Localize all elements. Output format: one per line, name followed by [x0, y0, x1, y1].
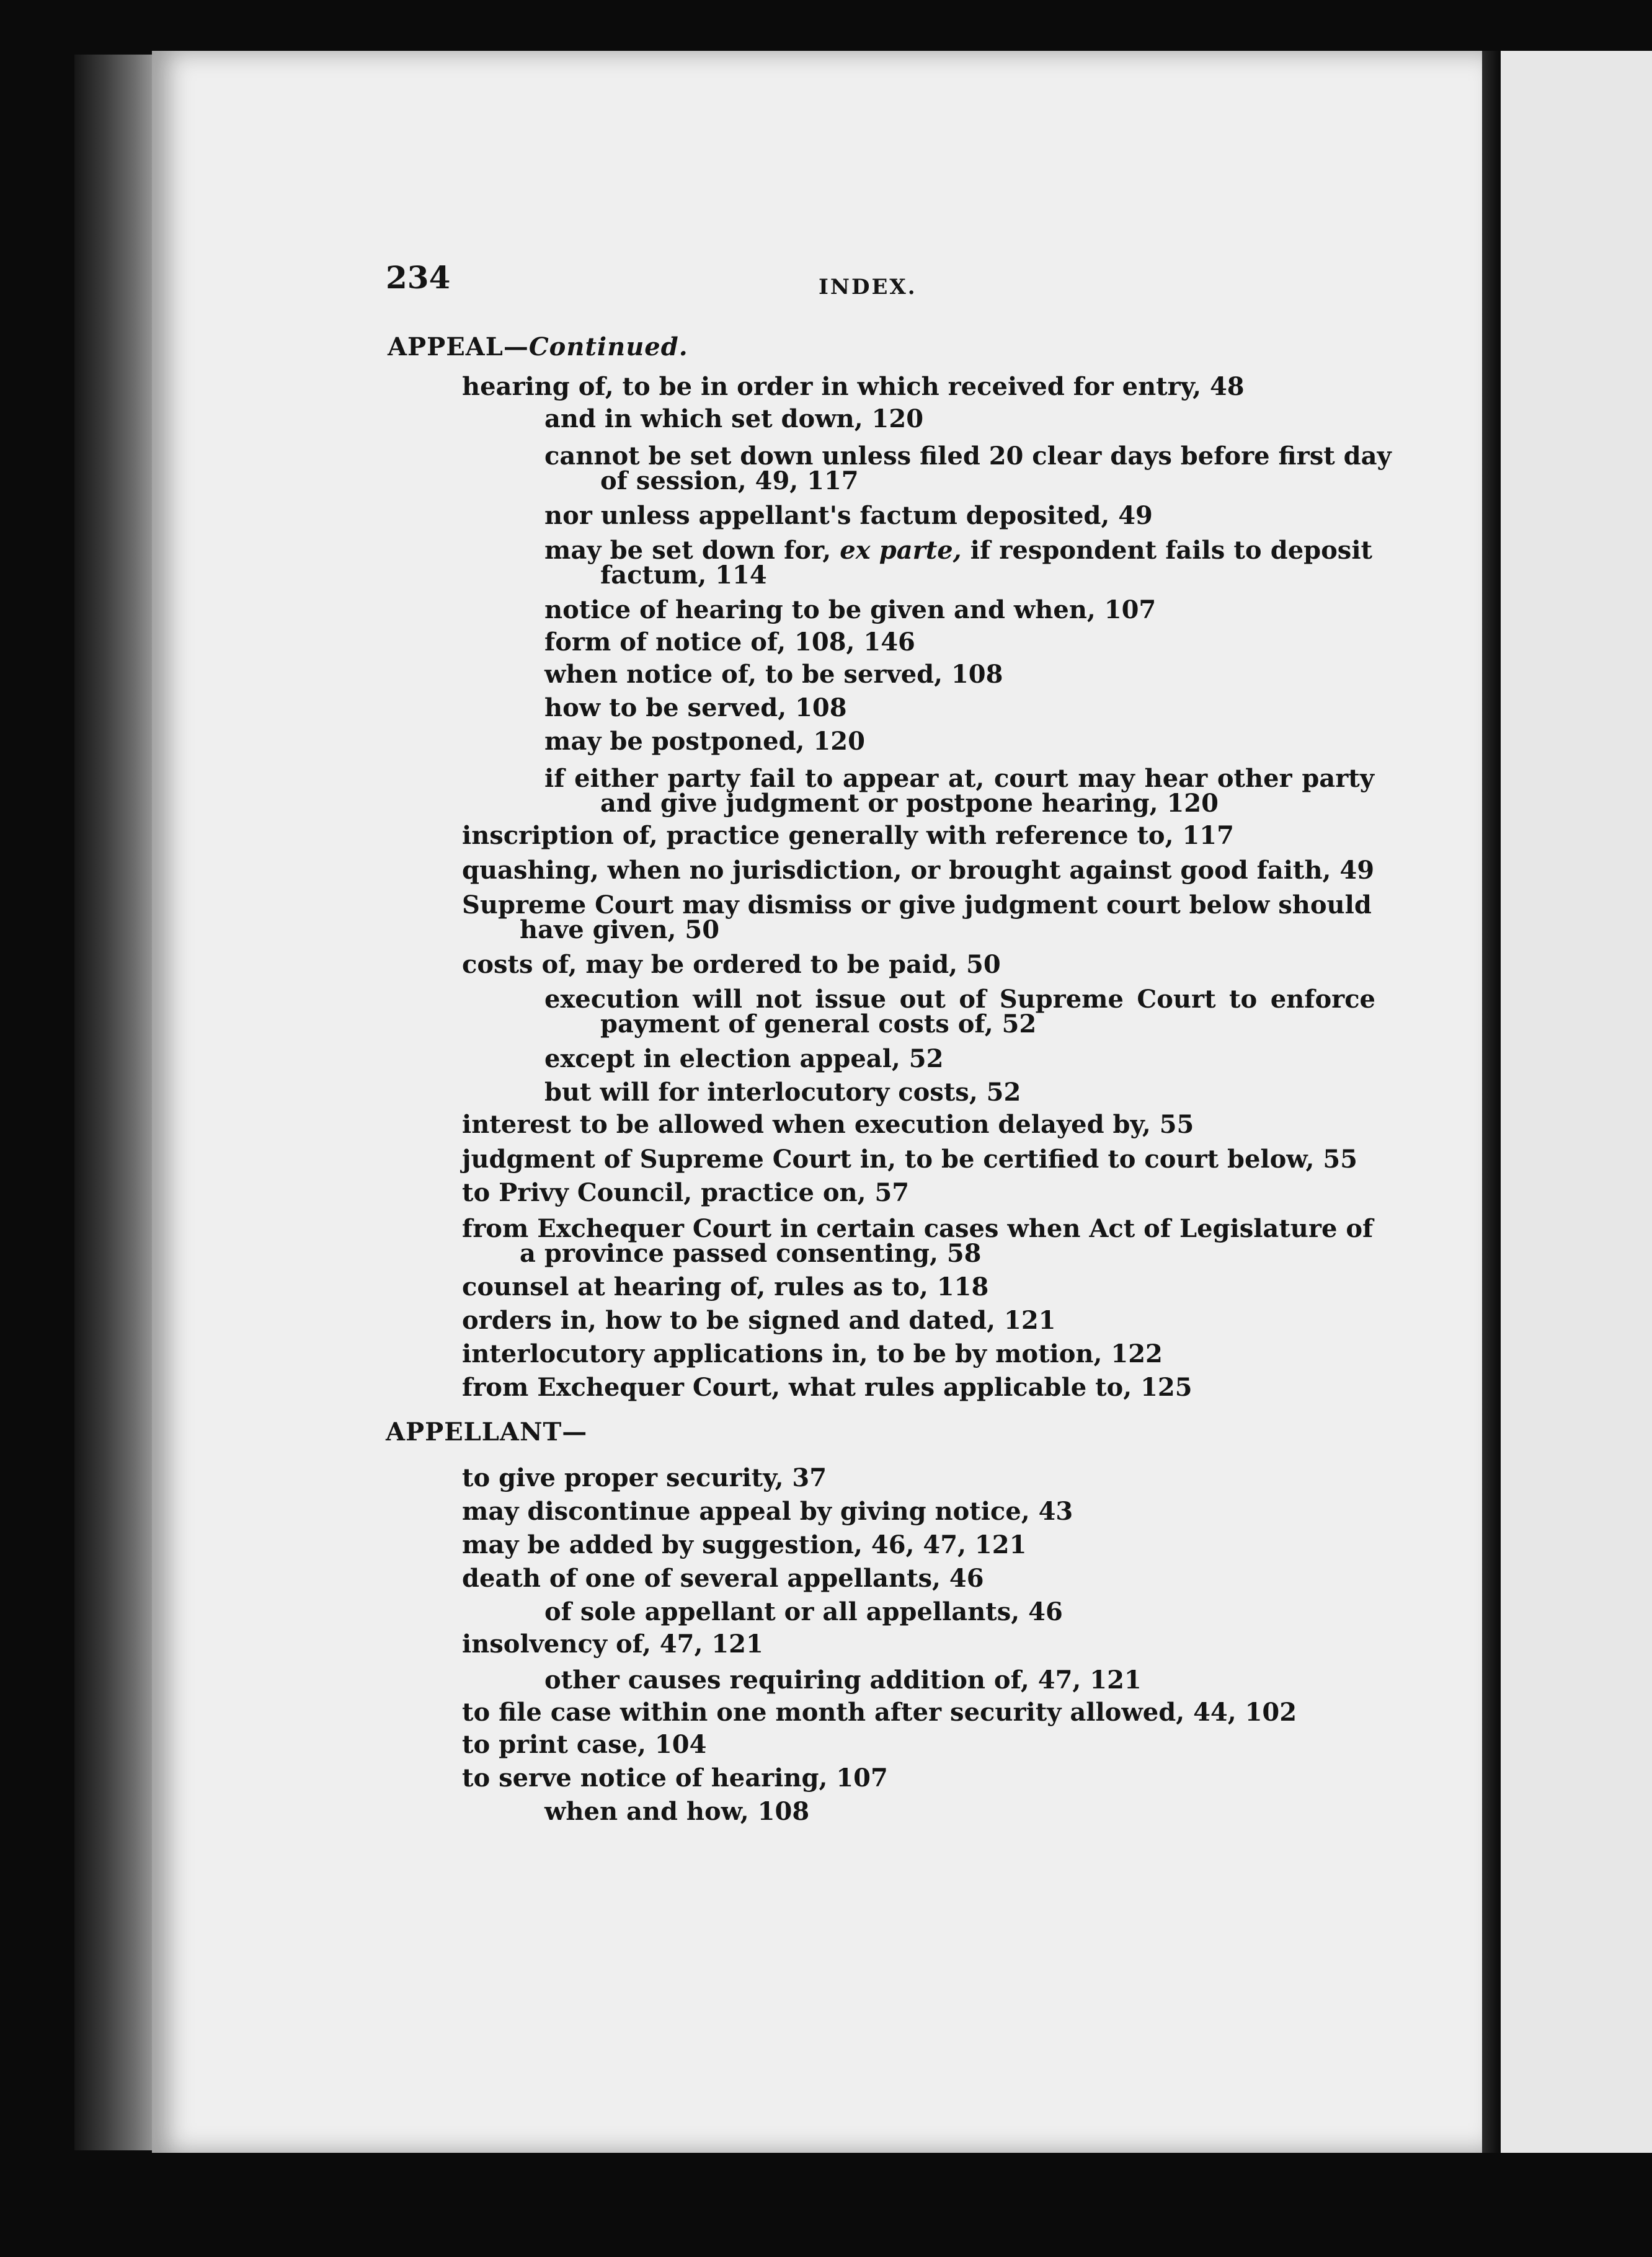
index-subentry: when notice of, to be served, 108 — [544, 660, 1003, 689]
index-entry: inscription of, practice generally with reference to, 117 — [462, 821, 1234, 850]
entry-italic-phrase: ex parte, — [840, 536, 962, 565]
heading-continued: Continued. — [528, 332, 688, 361]
running-head: INDEX. — [819, 275, 917, 299]
entry-text: may be set down for, — [544, 536, 832, 565]
index-entry: insolvency of, 47, 121 — [462, 1630, 763, 1659]
index-subentry: when and how, 108 — [544, 1797, 810, 1826]
index-entry: to print case, 104 — [462, 1730, 707, 1759]
index-entry: may be added by suggestion, 46, 47, 121 — [462, 1530, 1027, 1559]
index-entry: counsel at hearing of, rules as to, 118 — [462, 1272, 989, 1301]
index-entry-continuation: a province passed consenting, 58 — [520, 1239, 982, 1268]
index-entry: to Privy Council, practice on, 57 — [462, 1178, 910, 1207]
index-subentry: and in which set down, 120 — [544, 404, 924, 433]
index-subentry: if either party fail to appear at, court may hear other party — [544, 764, 1374, 793]
index-entry: from Exchequer Court in certain cases when Act of Legislature of — [462, 1214, 1374, 1243]
index-entry: death of one of several appellants, 46 — [462, 1564, 984, 1593]
index-entry: to give proper security, 37 — [462, 1463, 827, 1492]
index-subentry: nor unless appellant's factum deposited, 49 — [544, 501, 1153, 530]
index-subentry: other causes requiring addition of, 47, 121 — [544, 1665, 1142, 1695]
index-entry: interlocutory applications in, to be by motion, 122 — [462, 1339, 1163, 1368]
index-subentry-continuation: factum, 114 — [600, 561, 767, 590]
index-entry: to file case within one month after security allowed, 44, 102 — [462, 1698, 1297, 1727]
heading-label: APPEAL— — [388, 332, 529, 361]
index-entry: costs of, may be ordered to be paid, 50 — [462, 950, 1001, 979]
index-subentry: notice of hearing to be given and when, 107 — [544, 595, 1157, 624]
entry-text: if respondent fails to deposit — [970, 536, 1372, 565]
index-subentry-continuation: payment of general costs of, 52 — [600, 1009, 1037, 1039]
index-entry-continuation: have given, 50 — [520, 915, 720, 944]
index-subentry: form of notice of, 108, 146 — [544, 627, 915, 657]
index-subentry: execution will not issue out of Supreme Court to enforce — [544, 985, 1375, 1014]
index-subentry: may be postponed, 120 — [544, 727, 865, 756]
index-entry: orders in, how to be signed and dated, 121 — [462, 1306, 1056, 1335]
index-entry: from Exchequer Court, what rules applicable to, 125 — [462, 1373, 1192, 1402]
index-entry: quashing, when no jurisdiction, or brought against good faith, 49 — [462, 856, 1375, 885]
index-entry: Supreme Court may dismiss or give judgment court below should — [462, 890, 1372, 920]
index-subentry: cannot be set down unless filed 20 clear days before first day — [544, 441, 1392, 471]
index-subentry-continuation: of session, 49, 117 — [600, 466, 859, 495]
index-subentry-continuation: and give judgment or postpone hearing, 120 — [600, 789, 1219, 818]
index-subentry: except in election appeal, 52 — [544, 1044, 944, 1073]
index-entry: to serve notice of hearing, 107 — [462, 1763, 888, 1793]
index-entry: judgment of Supreme Court in, to be certified to court below, 55 — [462, 1145, 1357, 1174]
index-subentry: but will for interlocutory costs, 52 — [544, 1078, 1021, 1107]
section-heading-appeal — [388, 332, 688, 361]
index-subentry: of sole appellant or all appellants, 46 — [544, 1597, 1063, 1626]
index-entry: interest to be allowed when execution delayed by, 55 — [462, 1110, 1194, 1139]
index-subentry: how to be served, 108 — [544, 693, 847, 722]
page-number: 234 — [386, 259, 451, 296]
section-heading-appellant: APPELLANT— — [386, 1417, 588, 1447]
index-entry: hearing of, to be in order in which received for entry, 48 — [462, 372, 1245, 401]
index-entry: may discontinue appeal by giving notice, 43 — [462, 1497, 1073, 1526]
